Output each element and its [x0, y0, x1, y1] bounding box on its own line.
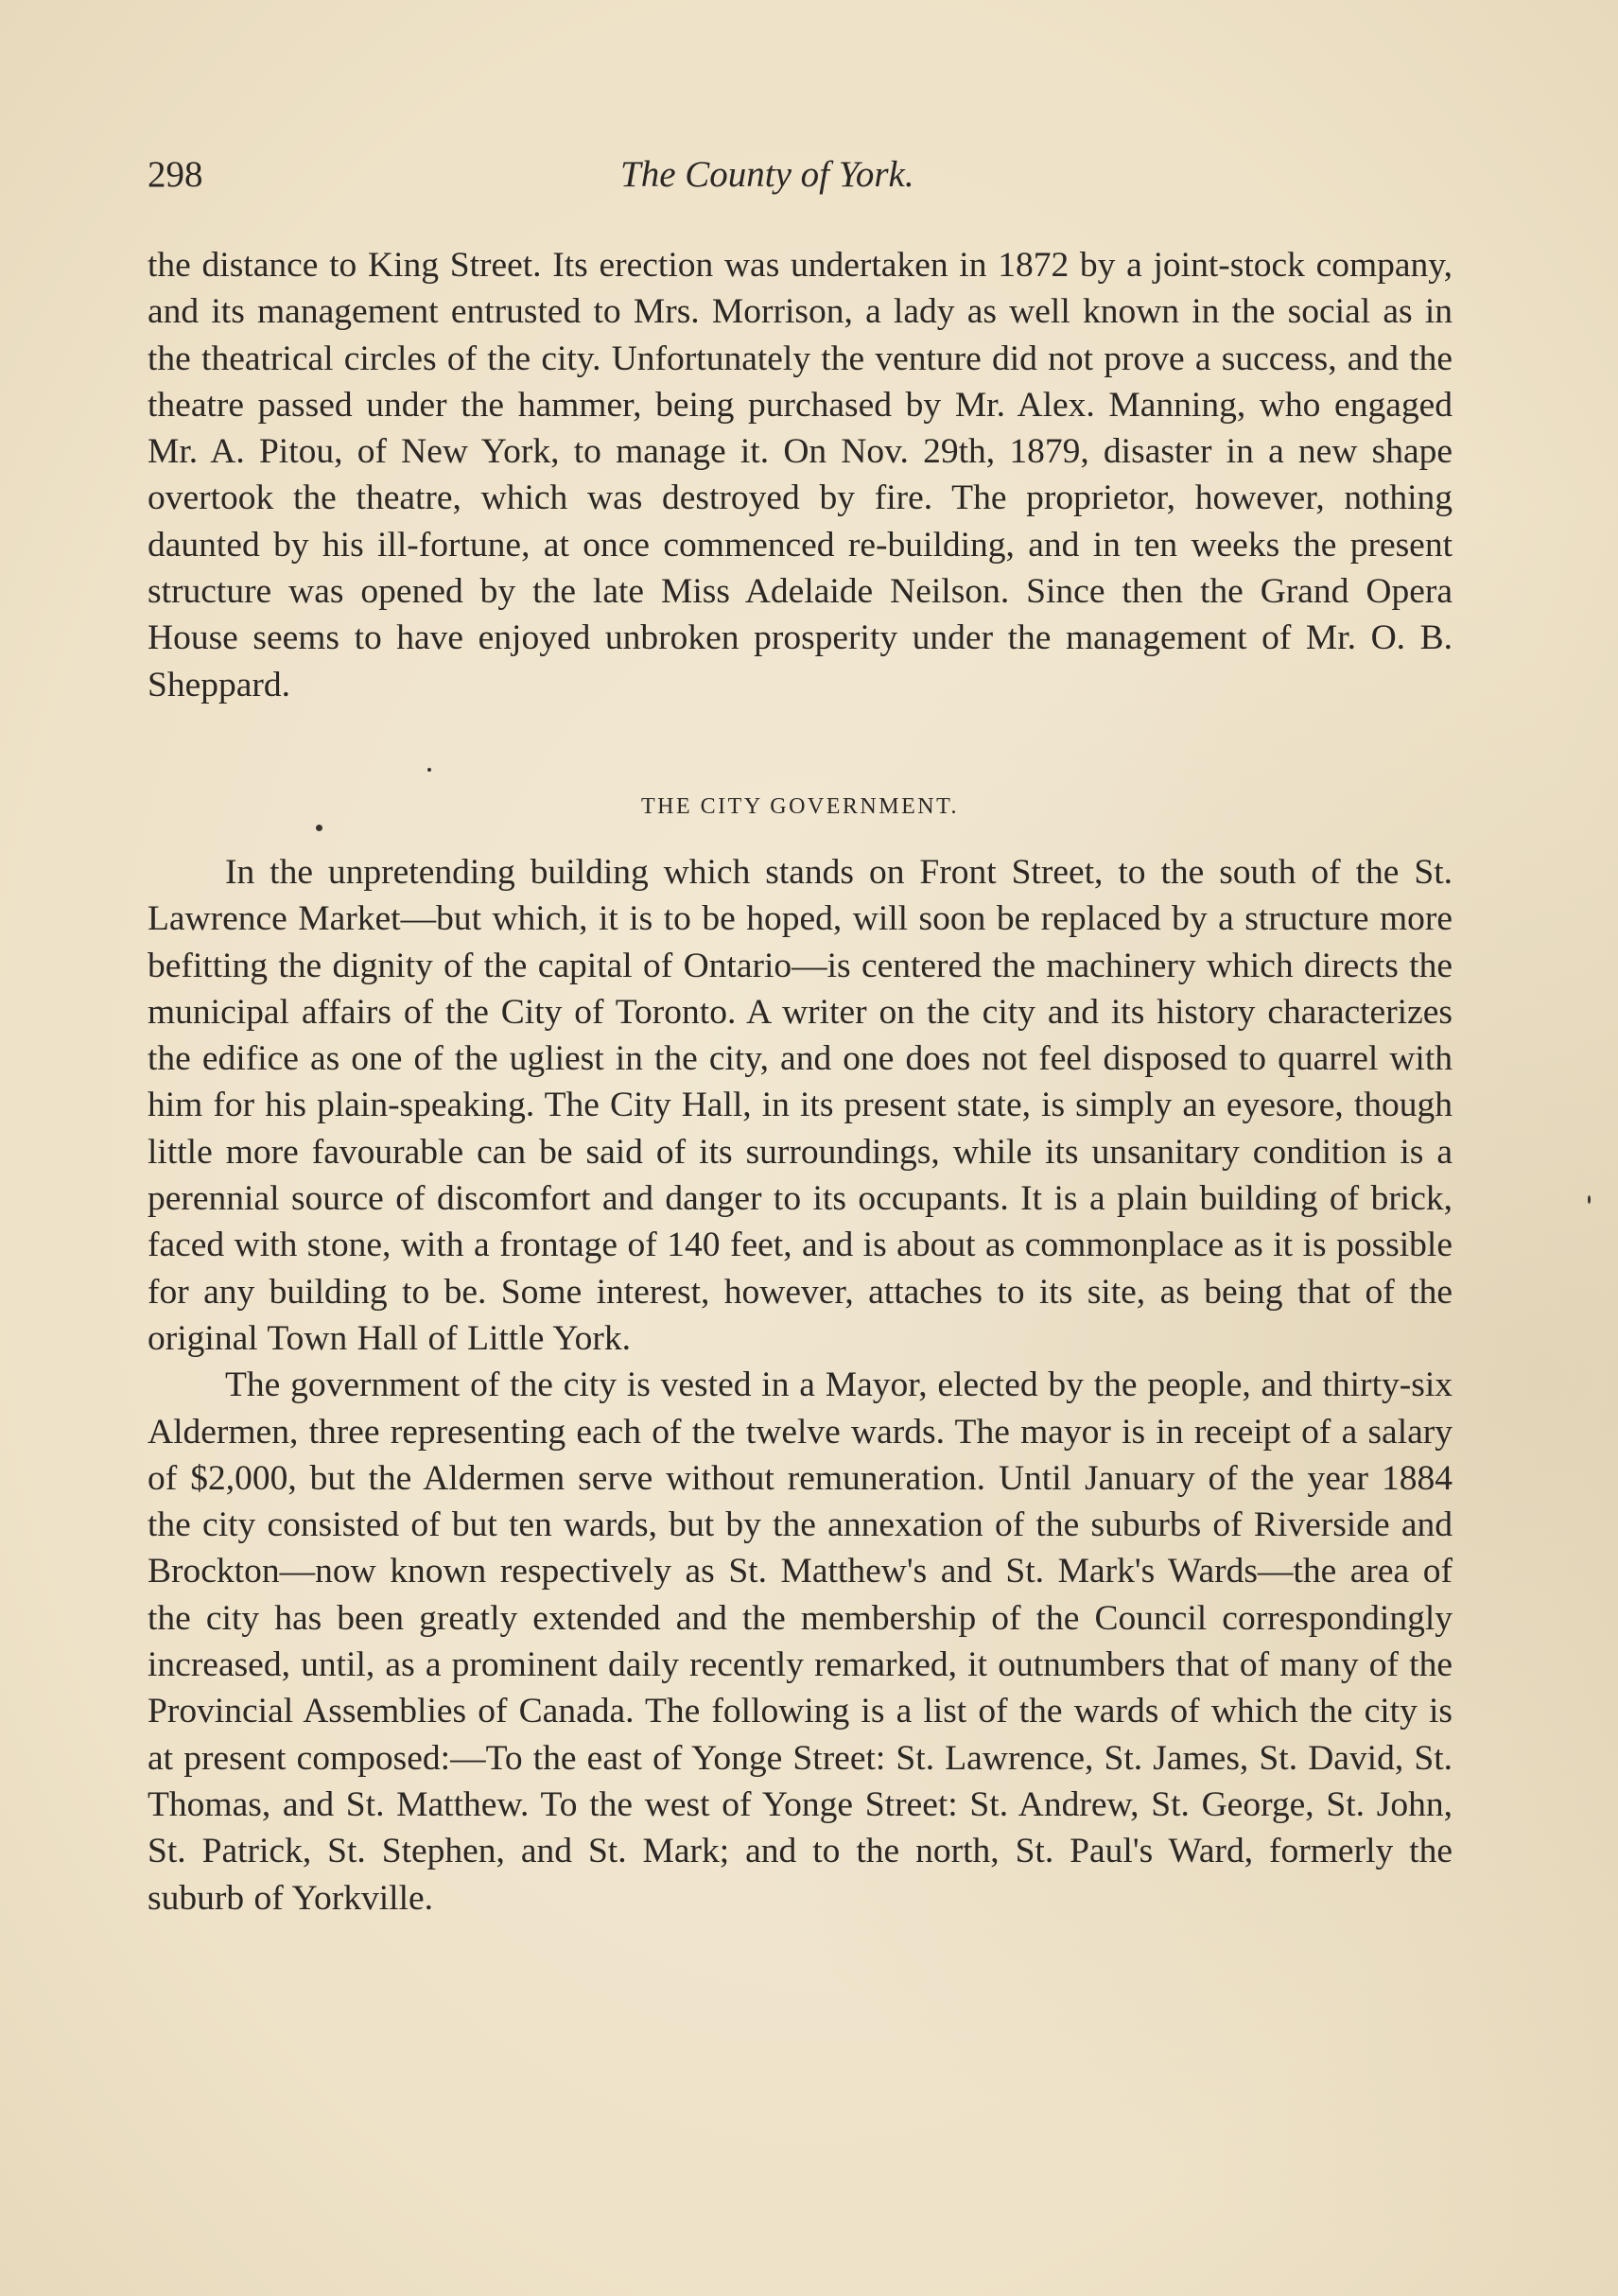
ink-speck: [427, 768, 431, 772]
page-number: 298: [148, 154, 203, 195]
ink-speck: [316, 825, 322, 831]
theatre-text-block: [148, 242, 1453, 708]
page-header: [148, 153, 1453, 200]
paragraph-city-government: The government of the city is vested in a Mayor, elected by the people, and thirty-six Aldermen, three representing each of the twelve wards. The mayor is in receipt of a salary of $2,000, but the Aldermen serve without remuneration. Until January of the year 1884 the city consisted of but ten wards, but by the annexation of the suburbs of Riverside and Brockton—now known respectively as St. Matthew's and St. Mark's Wards—the area of the city has been greatly extended and the membership of the Council correspondingly increased, until, as a prominent daily recently remarked, it outnumbers that of many of the Provincial Assemblies of Canada. The following is a list of the wards of which the city is at present composed:—To the east of Yonge Street: St. Lawrence, St. James, St. David, St. Thomas, and St. Matthew. To the west of Yonge Street: St. Andrew, St. George, St. John, St. Patrick, St. Stephen, and St. Mark; and to the north, St. Paul's Ward, formerly the suburb of Yorkville.: [148, 1365, 1453, 1918]
running-title: The County of York.: [620, 154, 914, 195]
paragraph-theatre-continued: the distance to King Street. Its erection was undertaken in 1872 by a joint-stock company, and its management entrusted to Mrs. Morrison, a lady as well known in the social as in the theatrical circles of the city. Unfortunately the venture did not prove a success, and the theatre passed under the hammer, being purchased by Mr. Alex. Manning, who engaged Mr. A. Pitou, of New York, to manage it. On Nov. 29th, 1879, disaster in a new shape overtook the theatre, which was destroyed by fire. The proprietor, however, nothing daunted by his ill-fortune, at once commenced re-building, and in ten weeks the present structure was opened by the late Miss Adelaide Neilson. Since then the Grand Opera House seems to have enjoyed unbroken prosperity under the management of Mr. O. B. Sheppard.: [148, 246, 1453, 704]
section-heading: THE CITY GOVERNMENT.: [641, 794, 959, 819]
city-government-text-block: [148, 849, 1453, 1922]
paragraph-city-hall: In the unpretending building which stands on Front Street, to the south of the St. Lawrence Market—but which, it is to be hoped, will soon be replaced by a structure more befitting the dignity of the capital of Ontario—is centered the machinery which directs the municipal affairs of the City of Toronto. A writer on the city and its history characterizes the edifice as one of the ugliest in the city, and one does not feel disposed to quarrel with him for his plain-speaking. The City Hall, in its present state, is simply an eyesore, though little more favourable can be said of its surroundings, while its unsanitary condition is a perennial source of discomfort and danger to its occupants. It is a plain building of brick, faced with stone, with a frontage of 140 feet, and is about as commonplace as it is possible for any building to be. Some interest, however, attaches to its site, as being that of the original Town Hall of Little York.: [148, 853, 1453, 1358]
ink-speck: [1588, 1195, 1591, 1204]
